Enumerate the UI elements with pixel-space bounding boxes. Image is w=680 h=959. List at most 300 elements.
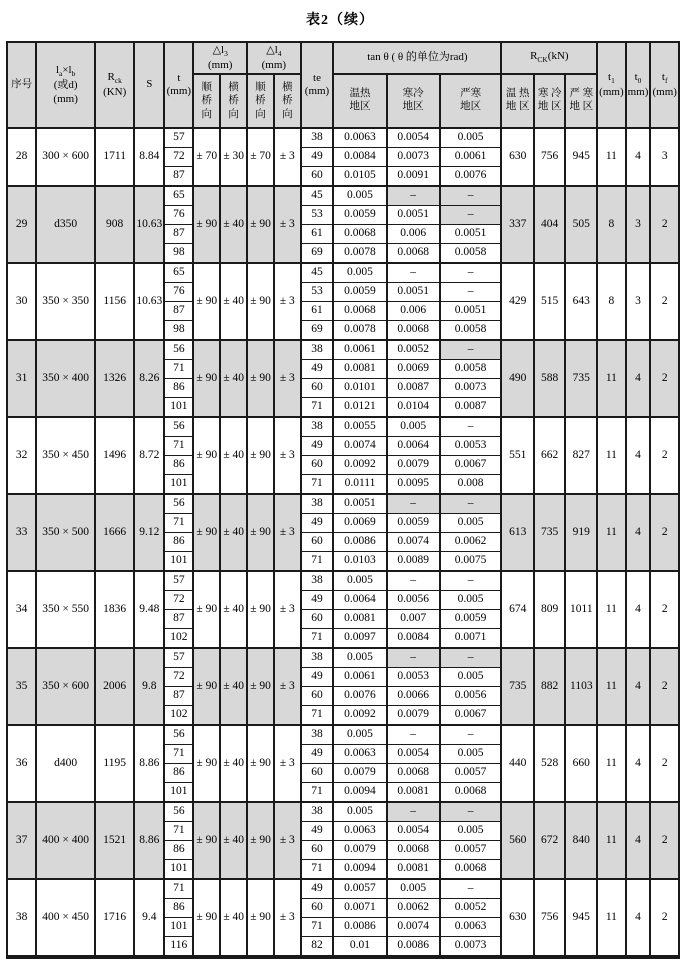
rck-severe-cold-value-cell: 1011 — [565, 571, 597, 648]
dl3-along-cell: ± 90 — [193, 417, 220, 494]
table-row — [7, 879, 679, 899]
te-value-cell: 60 — [301, 379, 334, 398]
t-value-cell: 76 — [164, 283, 193, 302]
tan-theta-value-cell: 0.0059 — [333, 283, 386, 302]
te-value-cell: 49 — [301, 514, 334, 533]
shape-factor-cell: 9.4 — [134, 879, 164, 957]
tan-theta-value-cell: 0.0062 — [440, 533, 502, 552]
te-value-cell: 38 — [301, 725, 334, 745]
dl4-along-cell: ± 90 — [247, 879, 274, 957]
header-rck: $R_{CK}(kN)$ — [501, 42, 597, 74]
shape-factor-cell: 9.12 — [134, 494, 164, 571]
t-value-cell: 101 — [164, 552, 193, 572]
dl3-across-cell: ± 40 — [220, 340, 247, 417]
t0-value-cell: 4 — [626, 128, 651, 186]
tan-theta-value-cell: – — [440, 283, 502, 302]
dl4-along-cell: ± 90 — [247, 725, 274, 802]
rck-warm-value-cell: 735 — [501, 648, 533, 725]
t-value-cell: 98 — [164, 244, 193, 264]
header-no: 序号 — [7, 42, 36, 128]
tan-theta-value-cell: 0.0063 — [333, 745, 386, 764]
t-value-cell: 65 — [164, 186, 193, 206]
size-cell: 300 × 600 — [36, 128, 95, 186]
tan-theta-value-cell: 0.005 — [440, 668, 502, 687]
dl3-along-cell: ± 90 — [193, 725, 220, 802]
t-value-cell: 101 — [164, 918, 193, 937]
header-rck-warm-region: 温 热 地 区 — [501, 74, 533, 128]
t1-value-cell: 11 — [597, 128, 625, 186]
table-row — [7, 725, 679, 745]
te-value-cell: 53 — [301, 283, 334, 302]
tan-theta-value-cell: 0.0051 — [387, 206, 440, 225]
row-number-cell: 35 — [7, 648, 36, 725]
rck-kn-cell: 1711 — [95, 128, 134, 186]
rck-kn-cell: 1496 — [95, 417, 134, 494]
tan-theta-value-cell: 0.0061 — [333, 668, 386, 687]
te-value-cell: 49 — [301, 745, 334, 764]
tan-theta-value-cell: 0.0068 — [440, 860, 502, 880]
dl4-across-cell: ± 3 — [274, 571, 301, 648]
t0-value-cell: 4 — [626, 340, 651, 417]
t-value-cell: 72 — [164, 591, 193, 610]
t-value-cell: 87 — [164, 225, 193, 244]
tan-theta-value-cell: 0.0063 — [333, 822, 386, 841]
te-value-cell: 60 — [301, 533, 334, 552]
dl3-across-cell: ± 40 — [220, 263, 247, 340]
tan-theta-value-cell: 0.0054 — [387, 745, 440, 764]
t0-value-cell: 4 — [626, 417, 651, 494]
te-value-cell: 49 — [301, 148, 334, 167]
rck-kn-cell: 1156 — [95, 263, 134, 340]
t1-value-cell: 11 — [597, 340, 625, 417]
t-value-cell: 56 — [164, 340, 193, 360]
tf-value-cell: 3 — [650, 128, 679, 186]
te-value-cell: 71 — [301, 918, 334, 937]
t1-value-cell: 8 — [597, 186, 625, 263]
tan-theta-value-cell: 0.0068 — [387, 244, 440, 264]
rck-warm-value-cell: 630 — [501, 128, 533, 186]
tan-theta-value-cell: 0.0057 — [440, 764, 502, 783]
tan-theta-value-cell: 0.0063 — [440, 918, 502, 937]
tan-theta-value-cell: 0.005 — [440, 591, 502, 610]
t-value-cell: 72 — [164, 148, 193, 167]
shape-factor-cell: 10.63 — [134, 186, 164, 263]
tan-theta-value-cell: 0.0058 — [440, 244, 502, 264]
shape-factor-cell: 9.48 — [134, 571, 164, 648]
tan-theta-value-cell: – — [387, 802, 440, 822]
t-value-cell: 57 — [164, 571, 193, 591]
tan-theta-value-cell: 0.0081 — [333, 610, 386, 629]
tan-theta-value-cell: 0.0053 — [440, 437, 502, 456]
header-rck-severe-cold-region: 严 寒 地 区 — [565, 74, 597, 128]
tan-theta-value-cell: 0.0061 — [440, 148, 502, 167]
row-number-cell: 36 — [7, 725, 36, 802]
header-dl4-along-bridge: 顺 桥 向 — [247, 74, 274, 128]
te-value-cell: 60 — [301, 687, 334, 706]
rck-warm-value-cell: 560 — [501, 802, 533, 879]
dl4-across-cell: ± 3 — [274, 186, 301, 263]
dl3-along-cell: ± 90 — [193, 186, 220, 263]
dl3-across-cell: ± 40 — [220, 417, 247, 494]
tan-theta-value-cell: 0.005 — [333, 186, 386, 206]
size-cell: 350 × 400 — [36, 340, 95, 417]
te-value-cell: 71 — [301, 552, 334, 572]
te-value-cell: 45 — [301, 263, 334, 283]
tf-value-cell: 2 — [650, 340, 679, 417]
tan-theta-value-cell: 0.0055 — [333, 417, 386, 437]
tan-theta-value-cell: 0.0062 — [387, 899, 440, 918]
rck-severe-cold-value-cell: 660 — [565, 725, 597, 802]
size-cell: 350 × 350 — [36, 263, 95, 340]
rck-cold-value-cell: 735 — [534, 494, 566, 571]
rck-cold-value-cell: 882 — [534, 648, 566, 725]
te-value-cell: 60 — [301, 610, 334, 629]
tf-value-cell: 2 — [650, 417, 679, 494]
te-value-cell: 61 — [301, 225, 334, 244]
tan-theta-value-cell: – — [387, 571, 440, 591]
header-dl3: $\triangle l_3$ (mm) — [193, 42, 247, 74]
tan-theta-value-cell: 0.005 — [333, 802, 386, 822]
dl4-across-cell: ± 3 — [274, 340, 301, 417]
table-row — [7, 802, 679, 822]
tan-theta-value-cell: 0.005 — [333, 263, 386, 283]
tan-theta-value-cell: 0.0078 — [333, 244, 386, 264]
tan-theta-value-cell: – — [440, 571, 502, 591]
tan-theta-value-cell: 0.0105 — [333, 167, 386, 187]
tan-theta-value-cell: – — [387, 494, 440, 514]
header-tan-cold-region: 寒冷 地区 — [387, 74, 440, 128]
t-value-cell: 101 — [164, 783, 193, 803]
tf-value-cell: 2 — [650, 263, 679, 340]
dl4-across-cell: ± 3 — [274, 263, 301, 340]
te-value-cell: 38 — [301, 417, 334, 437]
tan-theta-value-cell: 0.0121 — [333, 398, 386, 418]
tan-theta-value-cell: 0.005 — [333, 571, 386, 591]
tan-theta-value-cell: 0.0092 — [333, 706, 386, 726]
tan-theta-value-cell: 0.0051 — [440, 302, 502, 321]
t-value-cell: 76 — [164, 206, 193, 225]
dl3-along-cell: ± 90 — [193, 494, 220, 571]
tan-theta-value-cell: 0.0066 — [387, 687, 440, 706]
t0-value-cell: 3 — [626, 186, 651, 263]
table-row — [7, 128, 679, 148]
tf-value-cell: 2 — [650, 725, 679, 802]
tan-theta-value-cell: 0.0067 — [440, 456, 502, 475]
te-value-cell: 38 — [301, 648, 334, 668]
tan-theta-value-cell: 0.0087 — [440, 398, 502, 418]
row-number-cell: 34 — [7, 571, 36, 648]
tan-theta-value-cell: 0.0079 — [387, 456, 440, 475]
te-value-cell: 69 — [301, 244, 334, 264]
t1-value-cell: 11 — [597, 648, 625, 725]
row-number-cell: 31 — [7, 340, 36, 417]
te-value-cell: 49 — [301, 591, 334, 610]
t-value-cell: 71 — [164, 360, 193, 379]
tan-theta-value-cell: 0.0059 — [333, 206, 386, 225]
dl3-across-cell: ± 40 — [220, 879, 247, 957]
tf-value-cell: 2 — [650, 648, 679, 725]
te-value-cell: 38 — [301, 802, 334, 822]
tan-theta-value-cell: – — [440, 494, 502, 514]
t-value-cell: 102 — [164, 629, 193, 649]
tan-theta-value-cell: 0.0059 — [440, 610, 502, 629]
tan-theta-value-cell: 0.0064 — [387, 437, 440, 456]
row-number-cell: 33 — [7, 494, 36, 571]
dl3-along-cell: ± 90 — [193, 571, 220, 648]
tan-theta-value-cell: 0.0092 — [333, 456, 386, 475]
tan-theta-value-cell: 0.0056 — [387, 591, 440, 610]
row-number-cell: 30 — [7, 263, 36, 340]
dl4-across-cell: ± 3 — [274, 879, 301, 957]
tan-theta-value-cell: 0.0068 — [387, 841, 440, 860]
rck-severe-cold-value-cell: 919 — [565, 494, 597, 571]
te-value-cell: 71 — [301, 629, 334, 649]
rck-severe-cold-value-cell: 1103 — [565, 648, 597, 725]
rck-cold-value-cell: 588 — [534, 340, 566, 417]
dl3-along-cell: ± 90 — [193, 263, 220, 340]
tan-theta-value-cell: 0.0081 — [333, 360, 386, 379]
table-row — [7, 186, 679, 206]
t-value-cell: 65 — [164, 263, 193, 283]
t-value-cell: 71 — [164, 514, 193, 533]
tan-theta-value-cell: 0.0052 — [387, 340, 440, 360]
t1-value-cell: 11 — [597, 725, 625, 802]
dl3-across-cell: ± 40 — [220, 494, 247, 571]
tan-theta-value-cell: 0.0111 — [333, 475, 386, 495]
tan-theta-value-cell: – — [387, 186, 440, 206]
t-value-cell: 57 — [164, 648, 193, 668]
tan-theta-value-cell: 0.0067 — [440, 706, 502, 726]
t0-value-cell: 4 — [626, 879, 651, 957]
header-te: te (mm) — [301, 42, 334, 128]
t1-value-cell: 11 — [597, 494, 625, 571]
dl3-across-cell: ± 40 — [220, 186, 247, 263]
t-value-cell: 86 — [164, 533, 193, 552]
rck-kn-cell: 1521 — [95, 802, 134, 879]
dl4-across-cell: ± 3 — [274, 128, 301, 186]
rck-cold-value-cell: 756 — [534, 879, 566, 957]
header-dl4-across-bridge: 横 桥 向 — [274, 74, 301, 128]
t-value-cell: 56 — [164, 494, 193, 514]
tan-theta-value-cell: 0.0063 — [333, 128, 386, 148]
t-value-cell: 56 — [164, 417, 193, 437]
tan-theta-value-cell: 0.0057 — [333, 879, 386, 899]
tan-theta-value-cell: 0.0076 — [440, 167, 502, 187]
header-tan-warm-region: 温热 地区 — [333, 74, 386, 128]
dl3-across-cell: ± 40 — [220, 648, 247, 725]
tan-theta-value-cell: 0.005 — [440, 128, 502, 148]
dl3-across-cell: ± 40 — [220, 571, 247, 648]
tan-theta-value-cell: – — [387, 263, 440, 283]
rck-warm-value-cell: 630 — [501, 879, 533, 957]
dl3-across-cell: ± 40 — [220, 725, 247, 802]
dl3-along-cell: ± 90 — [193, 879, 220, 957]
tan-theta-value-cell: 0.0069 — [333, 514, 386, 533]
t-value-cell: 87 — [164, 610, 193, 629]
tan-theta-value-cell: 0.0069 — [387, 360, 440, 379]
tan-theta-value-cell: 0.0081 — [387, 783, 440, 803]
size-cell: 400 × 450 — [36, 879, 95, 957]
header-tan-severe-cold-region: 严寒 地区 — [440, 74, 502, 128]
te-value-cell: 82 — [301, 937, 334, 958]
rck-warm-value-cell: 429 — [501, 263, 533, 340]
te-value-cell: 71 — [301, 860, 334, 880]
te-value-cell: 49 — [301, 437, 334, 456]
tan-theta-value-cell: 0.0074 — [387, 533, 440, 552]
header-shape-factor: S — [134, 42, 164, 128]
dl3-along-cell: ± 90 — [193, 340, 220, 417]
header-t: t (mm) — [164, 42, 193, 128]
tan-theta-value-cell: – — [440, 802, 502, 822]
rck-warm-value-cell: 551 — [501, 417, 533, 494]
tan-theta-value-cell: 0.0068 — [333, 225, 386, 244]
tan-theta-value-cell: 0.0068 — [333, 302, 386, 321]
t-value-cell: 102 — [164, 706, 193, 726]
te-value-cell: 71 — [301, 783, 334, 803]
tan-theta-value-cell: 0.0089 — [387, 552, 440, 572]
dl3-across-cell: ± 40 — [220, 802, 247, 879]
header-t0: $t_0$ mm) — [626, 42, 651, 128]
table-row — [7, 417, 679, 437]
dl4-along-cell: ± 90 — [247, 648, 274, 725]
te-value-cell: 71 — [301, 475, 334, 495]
tan-theta-value-cell: 0.007 — [387, 610, 440, 629]
rck-cold-value-cell: 672 — [534, 802, 566, 879]
tf-value-cell: 2 — [650, 494, 679, 571]
t0-value-cell: 3 — [626, 263, 651, 340]
rck-warm-value-cell: 490 — [501, 340, 533, 417]
header-rck-cold-region: 寒 冷 地 区 — [534, 74, 566, 128]
tan-theta-value-cell: 0.0053 — [387, 668, 440, 687]
tan-theta-value-cell: – — [440, 648, 502, 668]
dl4-along-cell: ± 90 — [247, 417, 274, 494]
tan-theta-value-cell: 0.0057 — [440, 841, 502, 860]
tan-theta-value-cell: 0.0061 — [333, 340, 386, 360]
tan-theta-value-cell: 0.0068 — [440, 783, 502, 803]
rck-severe-cold-value-cell: 945 — [565, 879, 597, 957]
rck-kn-cell: 908 — [95, 186, 134, 263]
header-size: $l_a\times l_b$ (或d) (mm) — [36, 42, 95, 128]
dl4-along-cell: ± 90 — [247, 571, 274, 648]
tan-theta-value-cell: – — [440, 725, 502, 745]
rck-cold-value-cell: 756 — [534, 128, 566, 186]
te-value-cell: 60 — [301, 841, 334, 860]
tan-theta-value-cell: 0.0073 — [440, 937, 502, 958]
tan-theta-value-cell: 0.0079 — [387, 706, 440, 726]
tan-theta-value-cell: 0.0073 — [440, 379, 502, 398]
row-number-cell: 28 — [7, 128, 36, 186]
tan-theta-value-cell: 0.0052 — [440, 899, 502, 918]
dl4-along-cell: ± 90 — [247, 340, 274, 417]
t-value-cell: 87 — [164, 167, 193, 187]
table-body — [7, 128, 679, 957]
t-value-cell: 86 — [164, 379, 193, 398]
dl3-along-cell: ± 70 — [193, 128, 220, 186]
t1-value-cell: 11 — [597, 571, 625, 648]
t0-value-cell: 4 — [626, 725, 651, 802]
rck-cold-value-cell: 662 — [534, 417, 566, 494]
dl3-along-cell: ± 90 — [193, 648, 220, 725]
tan-theta-value-cell: 0.0094 — [333, 783, 386, 803]
te-value-cell: 60 — [301, 899, 334, 918]
tf-value-cell: 2 — [650, 879, 679, 957]
tan-theta-value-cell: 0.0076 — [333, 687, 386, 706]
tan-theta-value-cell: 0.0087 — [387, 379, 440, 398]
tan-theta-value-cell: 0.0075 — [440, 552, 502, 572]
tan-theta-value-cell: 0.005 — [333, 648, 386, 668]
tan-theta-value-cell: 0.0094 — [333, 860, 386, 880]
row-number-cell: 29 — [7, 186, 36, 263]
dl3-across-cell: ± 30 — [220, 128, 247, 186]
t-value-cell: 71 — [164, 822, 193, 841]
shape-factor-cell: 9.8 — [134, 648, 164, 725]
row-number-cell: 37 — [7, 802, 36, 879]
t-value-cell: 98 — [164, 321, 193, 341]
t1-value-cell: 8 — [597, 263, 625, 340]
rck-warm-value-cell: 613 — [501, 494, 533, 571]
tf-value-cell: 2 — [650, 571, 679, 648]
tan-theta-value-cell: 0.0101 — [333, 379, 386, 398]
t-value-cell: 86 — [164, 764, 193, 783]
dl4-along-cell: ± 90 — [247, 802, 274, 879]
row-number-cell: 38 — [7, 879, 36, 957]
t-value-cell: 56 — [164, 725, 193, 745]
rck-cold-value-cell: 515 — [534, 263, 566, 340]
rck-warm-value-cell: 337 — [501, 186, 533, 263]
tan-theta-value-cell: 0.0097 — [333, 629, 386, 649]
te-value-cell: 71 — [301, 398, 334, 418]
tan-theta-value-cell: – — [440, 186, 502, 206]
table-row — [7, 494, 679, 514]
t-value-cell: 86 — [164, 456, 193, 475]
rck-kn-cell: 1836 — [95, 571, 134, 648]
tan-theta-value-cell: 0.0058 — [440, 321, 502, 341]
tan-theta-value-cell: 0.0074 — [387, 918, 440, 937]
rck-kn-cell: 1195 — [95, 725, 134, 802]
t-value-cell: 86 — [164, 841, 193, 860]
te-value-cell: 45 — [301, 186, 334, 206]
tan-theta-value-cell: 0.0084 — [333, 148, 386, 167]
tan-theta-value-cell: 0.005 — [387, 417, 440, 437]
tan-theta-value-cell: 0.0086 — [333, 533, 386, 552]
rck-kn-cell: 1666 — [95, 494, 134, 571]
dl4-across-cell: ± 3 — [274, 648, 301, 725]
rck-warm-value-cell: 674 — [501, 571, 533, 648]
dl4-along-cell: ± 90 — [247, 186, 274, 263]
size-cell: d400 — [36, 725, 95, 802]
rck-severe-cold-value-cell: 735 — [565, 340, 597, 417]
t0-value-cell: 4 — [626, 648, 651, 725]
te-value-cell: 38 — [301, 494, 334, 514]
shape-factor-cell: 8.72 — [134, 417, 164, 494]
tan-theta-value-cell: 0.0078 — [333, 321, 386, 341]
tan-theta-value-cell: 0.0051 — [333, 494, 386, 514]
tan-theta-value-cell: 0.0058 — [440, 360, 502, 379]
te-value-cell: 69 — [301, 321, 334, 341]
te-value-cell: 38 — [301, 340, 334, 360]
shape-factor-cell: 8.26 — [134, 340, 164, 417]
rck-kn-cell: 2006 — [95, 648, 134, 725]
tan-theta-value-cell: – — [440, 206, 502, 225]
te-value-cell: 38 — [301, 571, 334, 591]
tan-theta-value-cell: 0.0064 — [333, 591, 386, 610]
rck-severe-cold-value-cell: 827 — [565, 417, 597, 494]
header-dl3-across-bridge: 横 桥 向 — [220, 74, 247, 128]
tan-theta-value-cell: – — [440, 340, 502, 360]
dl3-along-cell: ± 90 — [193, 802, 220, 879]
tan-theta-value-cell: 0.0079 — [333, 841, 386, 860]
tan-theta-value-cell: – — [387, 648, 440, 668]
